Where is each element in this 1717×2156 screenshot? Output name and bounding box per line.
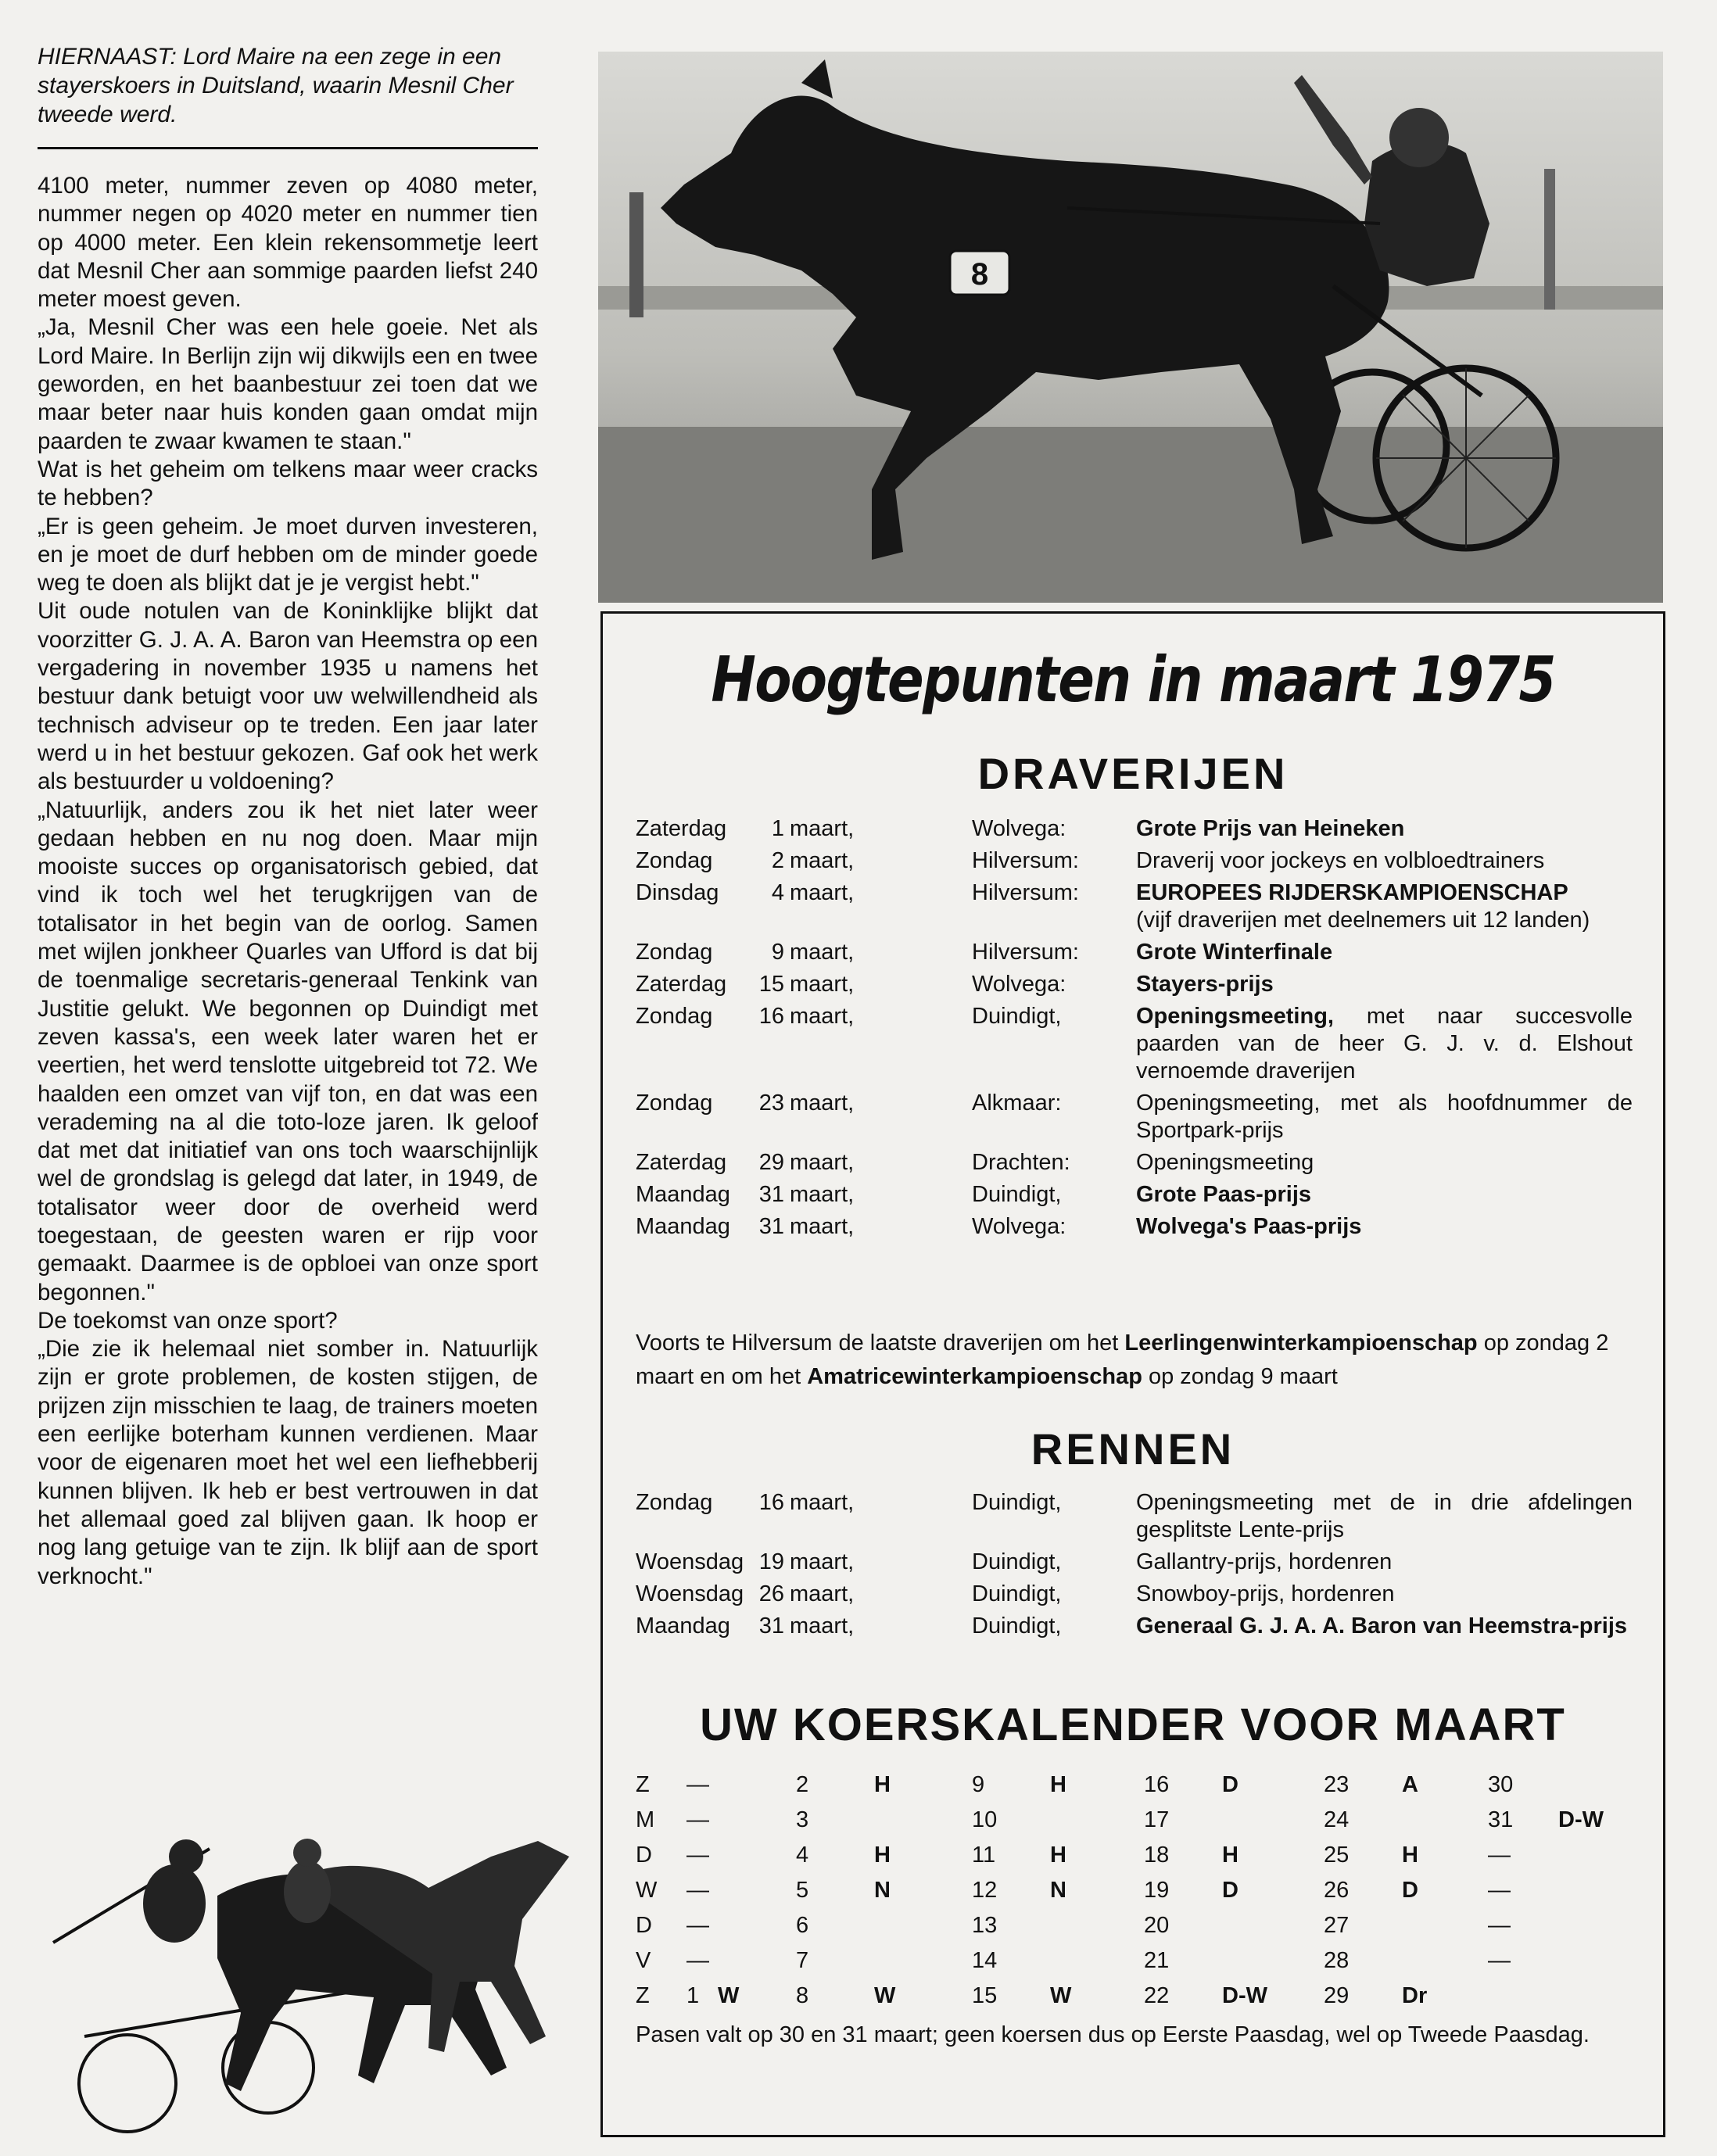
race-venue: Hilversum:: [972, 940, 1079, 965]
calendar-row: [636, 1878, 1644, 1913]
race-event-name: Grote Winterfinale: [1136, 940, 1333, 965]
race-event: [1136, 1090, 1633, 1144]
race-date: 9: [771, 940, 784, 965]
calendar-day: 31: [1488, 1807, 1514, 1832]
calendar-venue-code: H: [1050, 1772, 1066, 1797]
caption-lead: HIERNAAST:: [38, 44, 177, 70]
race-calendar: [636, 1772, 1644, 2018]
article-paragraph: 4100 meter, nummer zeven op 4080 meter, nummer negen op 4020 meter en nummer tien op 4000 meter. Een klein rekensommetje leert dat Mesnil Cher aan sommige paarden liefst 240 meter moest geven.: [38, 173, 538, 313]
calendar-venue-code: N: [1050, 1878, 1066, 1903]
race-venue: Alkmaar:: [972, 1091, 1062, 1116]
race-month: maart,: [790, 1150, 855, 1175]
race-month: maart,: [790, 1490, 855, 1515]
race-event-name: Grote Prijs van Heineken: [1136, 816, 1405, 841]
calendar-day: 1: [686, 1983, 700, 2008]
calendar-row: [636, 1983, 1644, 2018]
calendar-day: —: [1488, 1913, 1511, 1938]
calendar-day: 25: [1324, 1843, 1350, 1868]
race-venue: Drachten:: [972, 1150, 1070, 1175]
draverijen-footnote: [636, 1327, 1644, 1394]
race-venue: Hilversum:: [972, 880, 1079, 905]
race-venue: Wolvega:: [972, 972, 1066, 997]
calendar-day: 6: [796, 1913, 809, 1938]
rennen-row: [636, 1489, 1644, 1544]
rennen-row: [636, 1549, 1644, 1576]
calendar-day: —: [686, 1878, 709, 1903]
race-month: maart,: [790, 1091, 855, 1116]
calendar-day: 17: [1144, 1807, 1170, 1832]
calendar-day: 4: [796, 1843, 809, 1868]
rennen-row: [636, 1613, 1644, 1640]
race-month: maart,: [790, 940, 855, 965]
article-body: [38, 172, 538, 1591]
race-day: Zaterdag: [636, 816, 727, 841]
draverijen-row: [636, 971, 1644, 998]
rennen-row: [636, 1581, 1644, 1608]
calendar-venue-code: D-W: [1558, 1807, 1604, 1832]
race-month: maart,: [790, 1613, 855, 1638]
draverijen-row: [636, 1181, 1644, 1209]
calendar-day: 11: [972, 1843, 996, 1868]
race-event: [1136, 1549, 1633, 1576]
calendar-day: 29: [1324, 1983, 1350, 2008]
calendar-weekday: Z: [636, 1772, 650, 1797]
race-day: Zondag: [636, 1490, 713, 1515]
footnote-text-3: op zondag 9 maart: [1142, 1364, 1338, 1389]
race-date: 4: [771, 880, 784, 905]
calendar-day: 27: [1324, 1913, 1350, 1938]
box-title: Hoogtepunten in maart 1975: [711, 643, 1555, 716]
footnote-text-2: op zondag 2 maart en om het: [636, 1330, 1609, 1389]
calendar-day: 20: [1144, 1913, 1170, 1938]
calendar-day: 21: [1144, 1948, 1170, 1973]
article-paragraph: De toekomst van onze sport?: [38, 1307, 338, 1334]
race-event-name: Draverij voor jockeys en volbloedtrainers: [1136, 848, 1545, 873]
calendar-venue-code: H: [1222, 1843, 1238, 1868]
easter-note: Pasen valt op 30 en 31 maart; geen koersen dus op Eerste Paasdag, wel op Tweede Paasdag.: [636, 2022, 1590, 2047]
calendar-row: [636, 1948, 1644, 1983]
calendar-title: UW KOERSKALENDER VOOR MAART: [700, 1699, 1566, 1750]
calendar-venue-code: N: [874, 1878, 891, 1903]
race-event: [1136, 939, 1633, 966]
draverijen-row: [636, 879, 1644, 934]
draverijen-list: [636, 815, 1644, 1245]
race-event: [1136, 1003, 1633, 1085]
calendar-weekday: V: [636, 1948, 651, 1973]
race-date: 2: [771, 848, 784, 873]
race-day: Woensdag: [636, 1581, 744, 1606]
race-event: [1136, 1181, 1633, 1209]
race-venue: Duindigt,: [972, 1549, 1062, 1574]
calendar-day: 13: [972, 1913, 998, 1938]
calendar-day: 2: [796, 1772, 809, 1797]
calendar-weekday: Z: [636, 1983, 650, 2008]
race-event: [1136, 815, 1633, 843]
race-day: Dinsdag: [636, 880, 719, 905]
race-date: 19: [758, 1549, 784, 1574]
race-venue: Duindigt,: [972, 1182, 1062, 1207]
race-event-name: Openingsmeeting, met als hoofdnummer de Sportpark-prijs: [1136, 1091, 1633, 1143]
calendar-venue-code: H: [1402, 1843, 1418, 1868]
race-event-name: Generaal G. J. A. A. Baron van Heemstra-prijs: [1136, 1613, 1628, 1638]
calendar-weekday: W: [636, 1878, 658, 1903]
race-date: 31: [758, 1214, 784, 1239]
race-event-name: Openingsmeeting,: [1136, 1004, 1334, 1029]
calendar-day: 23: [1324, 1772, 1350, 1797]
race-date: 31: [758, 1613, 784, 1638]
race-venue: Hilversum:: [972, 848, 1079, 873]
article-paragraph: „Ja, Mesnil Cher was een hele goeie. Net als Lord Maire. In Berlijn zijn wij dikwijls een en twee geworden, en het baanbestuur zei toen dat we maar beter naar huis konden gaan omdat mijn paarden te zwaar kwamen te staan.": [38, 314, 538, 454]
race-event-name: Openingsmeeting: [1136, 1150, 1314, 1175]
race-month: maart,: [790, 1214, 855, 1239]
race-event-detail: (vijf draverijen met deelnemers uit 12 landen): [1136, 908, 1590, 933]
race-event-name: EUROPEES RIJDERSKAMPIOENSCHAP: [1136, 880, 1568, 905]
calendar-day: 22: [1144, 1983, 1170, 2008]
calendar-venue-code: W: [718, 1983, 740, 2008]
draverijen-heading: DRAVERIJEN: [977, 749, 1289, 798]
race-day: Zondag: [636, 1004, 713, 1029]
photo-caption: [38, 42, 538, 129]
race-event: [1136, 1613, 1633, 1640]
calendar-day: 9: [972, 1772, 985, 1797]
calendar-day: —: [1488, 1843, 1511, 1868]
calendar-day: 7: [796, 1948, 809, 1973]
calendar-venue-code: H: [1050, 1843, 1066, 1868]
race-day: Woensdag: [636, 1549, 744, 1574]
race-event-name: Grote Paas-prijs: [1136, 1182, 1312, 1207]
draverijen-row: [636, 847, 1644, 875]
calendar-venue-code: D-W: [1222, 1983, 1267, 2008]
calendar-day: 8: [796, 1983, 809, 2008]
calendar-day: —: [686, 1772, 709, 1797]
race-month: maart,: [790, 880, 855, 905]
calendar-day: —: [686, 1913, 709, 1938]
caption-divider: [38, 147, 538, 149]
race-date: 31: [758, 1182, 784, 1207]
race-event: [1136, 1489, 1633, 1544]
calendar-day: 16: [1144, 1772, 1170, 1797]
race-day: Zondag: [636, 1091, 713, 1116]
race-event: [1136, 1149, 1633, 1176]
race-date: 23: [758, 1091, 784, 1116]
calendar-day: 12: [972, 1878, 998, 1903]
calendar-row: [636, 1843, 1644, 1878]
draverijen-row: [636, 1090, 1644, 1144]
calendar-venue-code: W: [874, 1983, 896, 2008]
draverijen-row: [636, 1003, 1644, 1085]
calendar-day: —: [686, 1807, 709, 1832]
race-event-name: Stayers-prijs: [1136, 972, 1274, 997]
footnote-bold-2: Amatricewinterkampioenschap: [807, 1364, 1142, 1389]
race-month: maart,: [790, 1182, 855, 1207]
calendar-row: [636, 1913, 1644, 1948]
calendar-venue-code: D: [1222, 1878, 1238, 1903]
calendar-day: —: [686, 1948, 709, 1973]
race-date: 26: [758, 1581, 784, 1606]
draverijen-row: [636, 939, 1644, 966]
calendar-day: —: [1488, 1878, 1511, 1903]
race-month: maart,: [790, 1004, 855, 1029]
footnote-bold-1: Leerlingenwinterkampioenschap: [1124, 1330, 1478, 1356]
race-event-detail: met naar succesvolle paarden van de heer G. J. v. d. Elshout vernoemde draverijen: [1136, 1004, 1633, 1083]
calendar-day: 3: [796, 1807, 809, 1832]
race-day: Zondag: [636, 940, 713, 965]
race-day: Zaterdag: [636, 972, 727, 997]
calendar-day: 15: [972, 1983, 998, 2008]
calendar-day: 24: [1324, 1807, 1350, 1832]
calendar-venue-code: H: [874, 1843, 891, 1868]
footnote-text-1: Voorts te Hilversum de laatste draverijen om het: [636, 1330, 1125, 1356]
calendar-day: —: [686, 1843, 709, 1868]
article-paragraph: „Die zie ik helemaal niet somber in. Natuurlijk zijn er grote problemen, de kosten stijgen, de prijzen zijn misschien te laag, de trainers moeten een eerlijke boterham kunnen verdienen. Maar voor de eigenaren moet het wel een liefhebberij kunnen blijven. Ik heb er best vertrouwen in dat het allemaal goed zal blijven gaan. Ik hoop er nog lang getuige van te zijn. Ik blijf aan de sport verknocht.": [38, 1336, 538, 1589]
race-venue: Duindigt,: [972, 1613, 1062, 1638]
race-date: 16: [758, 1004, 784, 1029]
race-date: 1: [771, 816, 784, 841]
calendar-weekday: D: [636, 1913, 652, 1938]
rennen-heading: RENNEN: [1031, 1424, 1235, 1474]
race-event-name: Openingsmeeting met de in drie afdelingen gesplitste Lente-prijs: [1136, 1490, 1633, 1542]
race-date: 15: [758, 972, 784, 997]
race-photo: [598, 52, 1663, 603]
race-day: Maandag: [636, 1214, 730, 1239]
race-date: 29: [758, 1150, 784, 1175]
calendar-venue-code: A: [1402, 1772, 1418, 1797]
draverijen-row: [636, 1213, 1644, 1241]
race-venue: Duindigt,: [972, 1490, 1062, 1515]
race-event: [1136, 971, 1633, 998]
calendar-day: —: [1488, 1948, 1511, 1973]
rennen-list: [636, 1489, 1644, 1645]
race-venue: Wolvega:: [972, 816, 1066, 841]
draverijen-row: [636, 815, 1644, 843]
calendar-day: 14: [972, 1948, 998, 1973]
race-day: Maandag: [636, 1182, 730, 1207]
race-month: maart,: [790, 1549, 855, 1574]
race-month: maart,: [790, 848, 855, 873]
race-month: maart,: [790, 816, 855, 841]
calendar-venue-code: D: [1402, 1878, 1418, 1903]
race-day: Zondag: [636, 848, 713, 873]
draverijen-row: [636, 1149, 1644, 1176]
race-month: maart,: [790, 1581, 855, 1606]
race-event: [1136, 1581, 1633, 1608]
race-event: [1136, 847, 1633, 875]
calendar-venue-code: H: [874, 1772, 891, 1797]
race-day: Zaterdag: [636, 1150, 727, 1175]
calendar-venue-code: W: [1050, 1983, 1072, 2008]
caption-text: Lord Maire na een zege in een stayerskoers in Duitsland, waarin Mesnil Cher tweede werd.: [38, 44, 514, 127]
trotter-photo-image: [598, 52, 1663, 603]
article-paragraph: „Er is geen geheim. Je moet durven investeren, en je moet de durf hebben om de minder goede weg te doen als blijkt dat je je vergist hebt.": [38, 513, 538, 596]
highlights-box: [600, 611, 1665, 2137]
harness-racing-illustration: [38, 1833, 585, 2138]
race-venue: Wolvega:: [972, 1214, 1066, 1239]
calendar-row: [636, 1772, 1644, 1807]
race-venue: Duindigt,: [972, 1004, 1062, 1029]
race-date: 16: [758, 1490, 784, 1515]
calendar-venue-code: D: [1222, 1772, 1238, 1797]
race-event-name: Wolvega's Paas-prijs: [1136, 1214, 1362, 1239]
calendar-day: 5: [796, 1878, 809, 1903]
race-day: Maandag: [636, 1613, 730, 1638]
race-event-name: Gallantry-prijs, hordenren: [1136, 1549, 1393, 1574]
calendar-row: [636, 1807, 1644, 1843]
calendar-weekday: M: [636, 1807, 655, 1832]
calendar-day: 30: [1488, 1772, 1514, 1797]
article-paragraph: „Natuurlijk, anders zou ik het niet later weer gedaan hebben en nu nog doen. Maar mijn mooiste succes op organisatorisch gebied, dat vind ik toch wel het terugkrijgen van de totalisator in het begin van de oorlog. Samen met wijlen jonkheer Quarles van Ufford is dat bij de toenmalige secretaris-generaal Tenkink van Justitie gelukt. We begonnen op Duindigt met zeven kassa's, een week later waren het er veertien, het werd tenslotte uitgebreid tot 72. We haalden een omzet van vijf ton, en dat was een verademing na al die toto-loze jaren. Ik geloof dat met dat initiatief van ons toch waarschijnlijk wel de grondslag is gelegd dat later, in 1949, de totalisator weer door de overheid werd toegestaan, de geesten waren er rijp voor gemaakt. Daarmee is de opbloei van onze sport begonnen.": [38, 797, 538, 1305]
race-event-name: Snowboy-prijs, hordenren: [1136, 1581, 1395, 1606]
race-venue: Duindigt,: [972, 1581, 1062, 1606]
calendar-venue-code: Dr: [1402, 1983, 1428, 2008]
article-paragraph: Uit oude notulen van de Koninklijke blijkt dat voorzitter G. J. A. A. Baron van Heemstra op een vergadering in november 1935 u namens het bestuur dank betuigt voor uw welwillendheid als technisch adviseur op te treden. Een jaar later werd u in het bestuur gekozen. Gaf ook het werk als bestuurder u voldoening?: [38, 598, 538, 795]
race-month: maart,: [790, 972, 855, 997]
race-event: [1136, 1213, 1633, 1241]
calendar-day: 19: [1144, 1878, 1170, 1903]
calendar-day: 18: [1144, 1843, 1170, 1868]
calendar-weekday: D: [636, 1843, 652, 1868]
article-paragraph: Wat is het geheim om telkens maar weer cracks te hebben?: [38, 456, 538, 511]
calendar-day: 28: [1324, 1948, 1350, 1973]
calendar-day: 10: [972, 1807, 998, 1832]
race-event: [1136, 879, 1633, 934]
bib-number: 8: [970, 257, 989, 292]
calendar-day: 26: [1324, 1878, 1350, 1903]
